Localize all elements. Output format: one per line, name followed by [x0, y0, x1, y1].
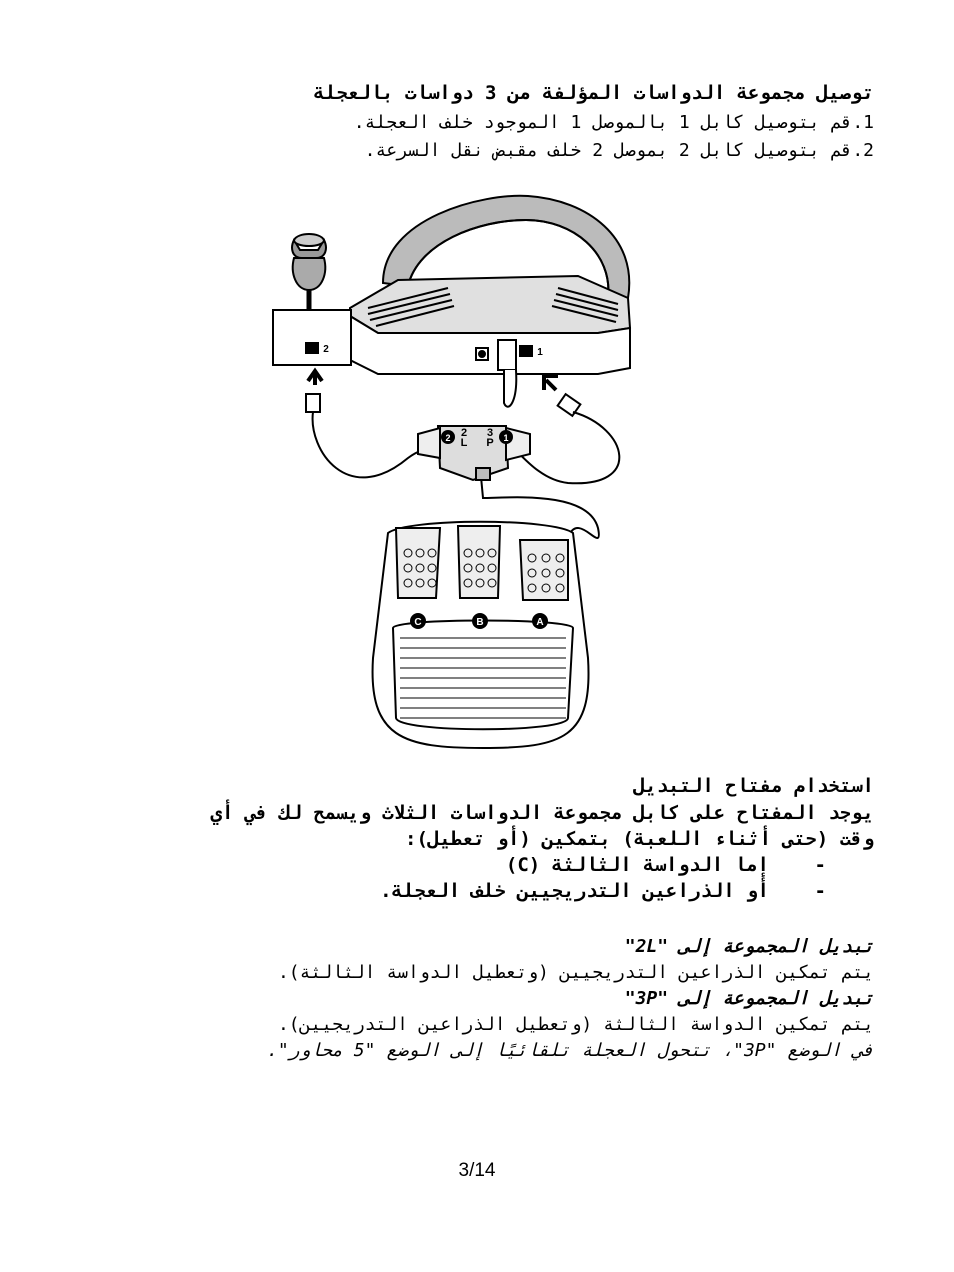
bullet-2-marker: -	[814, 880, 826, 902]
mode-3p-note: في الوضع "3P"، تتحول العجلة تلقائيًا إلى الوضع "5 محاور".	[267, 1040, 874, 1061]
arrow-up-left	[308, 371, 322, 385]
wheel-base-top	[350, 276, 630, 333]
port-1-socket	[520, 346, 532, 356]
switch-conn-1: 1	[503, 433, 509, 443]
page-number: 3/14	[458, 1160, 496, 1181]
pedal-a-badge: A	[536, 617, 544, 628]
switch-right-top: 3	[486, 427, 494, 439]
bullet-2-text: أو الذراعين التدريجيين خلف العجلة.	[380, 880, 769, 902]
bullet-1-marker: -	[814, 854, 826, 876]
mode-3p-text: يتم تمكين الدواسة الثالثة (وتعطيل الذراعين التدريجيين).	[277, 1014, 874, 1035]
switch-right-bottom: P	[486, 437, 494, 449]
port-2-label: 2	[323, 344, 329, 355]
mode-3p-heading: تبديل المجموعة إلى "3P"	[624, 988, 874, 1009]
arrow-up-right	[544, 376, 558, 390]
step-1: 1.قم بتوصيل كابل 1 بالموصل 1 الموجود خلف العجلة.	[353, 112, 874, 133]
mode-2l-text: يتم تمكين الذراعين التدريجيين (وتعطيل الدواسة الثالثة).	[277, 962, 874, 983]
port-1-label: 1	[537, 347, 543, 358]
port-2-socket	[306, 343, 318, 353]
wheel-pedal-connection-illustration	[268, 188, 648, 758]
bullet-1-text: إما الدواسة الثالثة (C)	[505, 854, 769, 876]
section2-paragraph-line2: وقت (حتى أثناء اللعبة) بتمكين (أو تعطيل):	[405, 828, 874, 850]
shifter-box	[273, 310, 351, 365]
pedal-c	[396, 528, 440, 598]
switch-left-bottom: L	[460, 437, 468, 449]
pedal-c-badge: C	[414, 617, 422, 628]
step-2: 2.قم بتوصيل كابل 2 بموصل 2 خلف مقبض نقل السرعة.	[364, 140, 874, 161]
section2-paragraph-line1: يوجد المفتاح على كابل مجموعة الدواسات الثلاث ويسمح لك في أي	[210, 802, 874, 824]
switch-left-top: 2	[460, 427, 468, 439]
switch-conn-2: 2	[445, 433, 451, 443]
section2-heading: استخدام مفتاح التبديل	[633, 775, 874, 797]
connector-2	[306, 394, 320, 412]
pedal-b-badge: B	[476, 617, 484, 628]
mode-2l-heading: تبديل المجموعة إلى "2L"	[624, 936, 874, 957]
section1-heading: توصيل مجموعة الدواسات المؤلفة من 3 دواسات بالعجلة	[313, 82, 874, 104]
